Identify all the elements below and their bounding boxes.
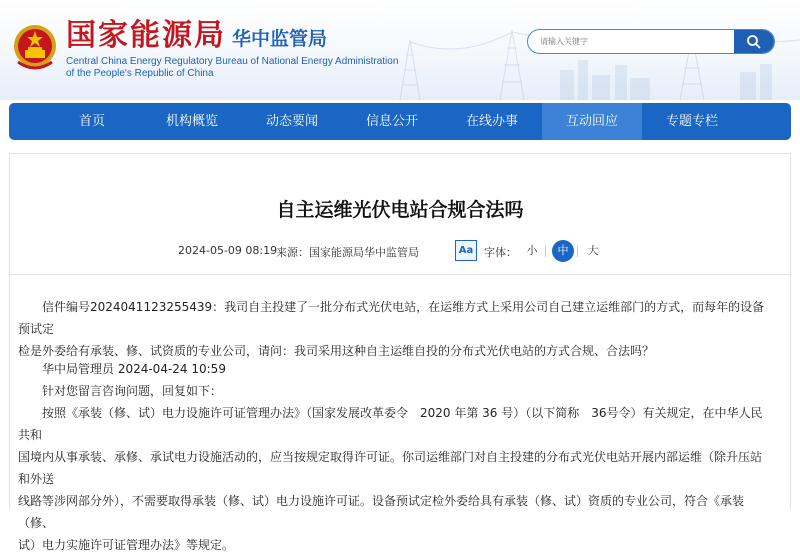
nav-item-news[interactable]: 动态要闻 [265,114,318,129]
font-separator [545,245,546,257]
nav-item-overview[interactable]: 机构概览 [165,114,218,129]
site-title: 国家能源局 [66,18,226,53]
reply-line: 国境内从事承装、承修、承试电力设施活动的，应当按规定取得许可证。你司运维部门对自主投建的分布式光伏电站开展内部运维（除升压站和外送 [18,450,763,486]
search-input[interactable] [540,30,730,53]
search-box [527,29,775,54]
font-small-button[interactable]: 小 [526,244,538,257]
article-source: 来源：国家能源局华中监管局 [276,246,419,259]
reply-intro: 针对您留言咨询问题，回复如下： [42,384,223,398]
letter-line: 信件编号2024041123255439：我司自主投建了一批分布式光伏电站，在运维方式上采用公司自己建立运维部门的方式，而每年的设备预试定 [18,300,765,336]
national-emblem-icon [10,22,60,74]
main-nav [9,103,791,140]
nav-item-interaction[interactable]: 互动回应 [542,103,642,140]
site-subtitle: 华中监管局 [232,28,328,50]
search-button[interactable] [734,30,774,53]
font-size-icon: Aa [455,240,477,261]
nav-item-home[interactable]: 首页 [78,114,105,129]
font-medium-button[interactable]: 中 [552,240,574,262]
search-icon [746,34,762,50]
site-english-name [66,56,398,80]
site-header [0,0,800,100]
font-large-button[interactable]: 大 [587,244,599,257]
font-separator [577,245,578,257]
meta-divider [9,274,791,275]
letter-content [18,296,773,362]
nav-item-disclosure[interactable]: 信息公开 [365,114,418,129]
english-name-line2: of the People's Republic of China [66,68,214,79]
font-size-label: 字体： [484,246,517,259]
letter-line: 检是外委给有承装、修、试资质的专业公司，请问：我司采用这种自主运维自投的分布式光伏电站的方式合规、合法吗？ [18,344,655,358]
article-meta [0,240,800,262]
reply-line: 按照《承装（修、试）电力设施许可证管理办法》（国家发展改革委令 2020 年第 36 号）（以下简称 36号令）有关规定，在中华人民共和 [18,406,763,442]
english-name-line1: Central China Energy Regulatory Bureau of National Energy Administration [66,56,399,67]
publish-date: 2024-05-09 08:19 [178,244,278,257]
article-title: 自主运维光伏电站合规合法吗 [276,199,524,221]
reply-author: 华中局管理员 2024-04-24 10:59 [42,362,226,376]
nav-item-services[interactable]: 在线办事 [465,114,518,129]
reply-line: 试）电力实施许可证管理办法》等规定。 [18,538,235,552]
reply-content [18,358,773,556]
reply-line: 线路等涉网部分外），不需要取得承装（修、试）电力设施许可证。设备预试定检外委给具有承装（修、试）资质的专业公司，符合《承装（修、 [18,494,745,530]
nav-item-topics[interactable]: 专题专栏 [665,114,718,129]
